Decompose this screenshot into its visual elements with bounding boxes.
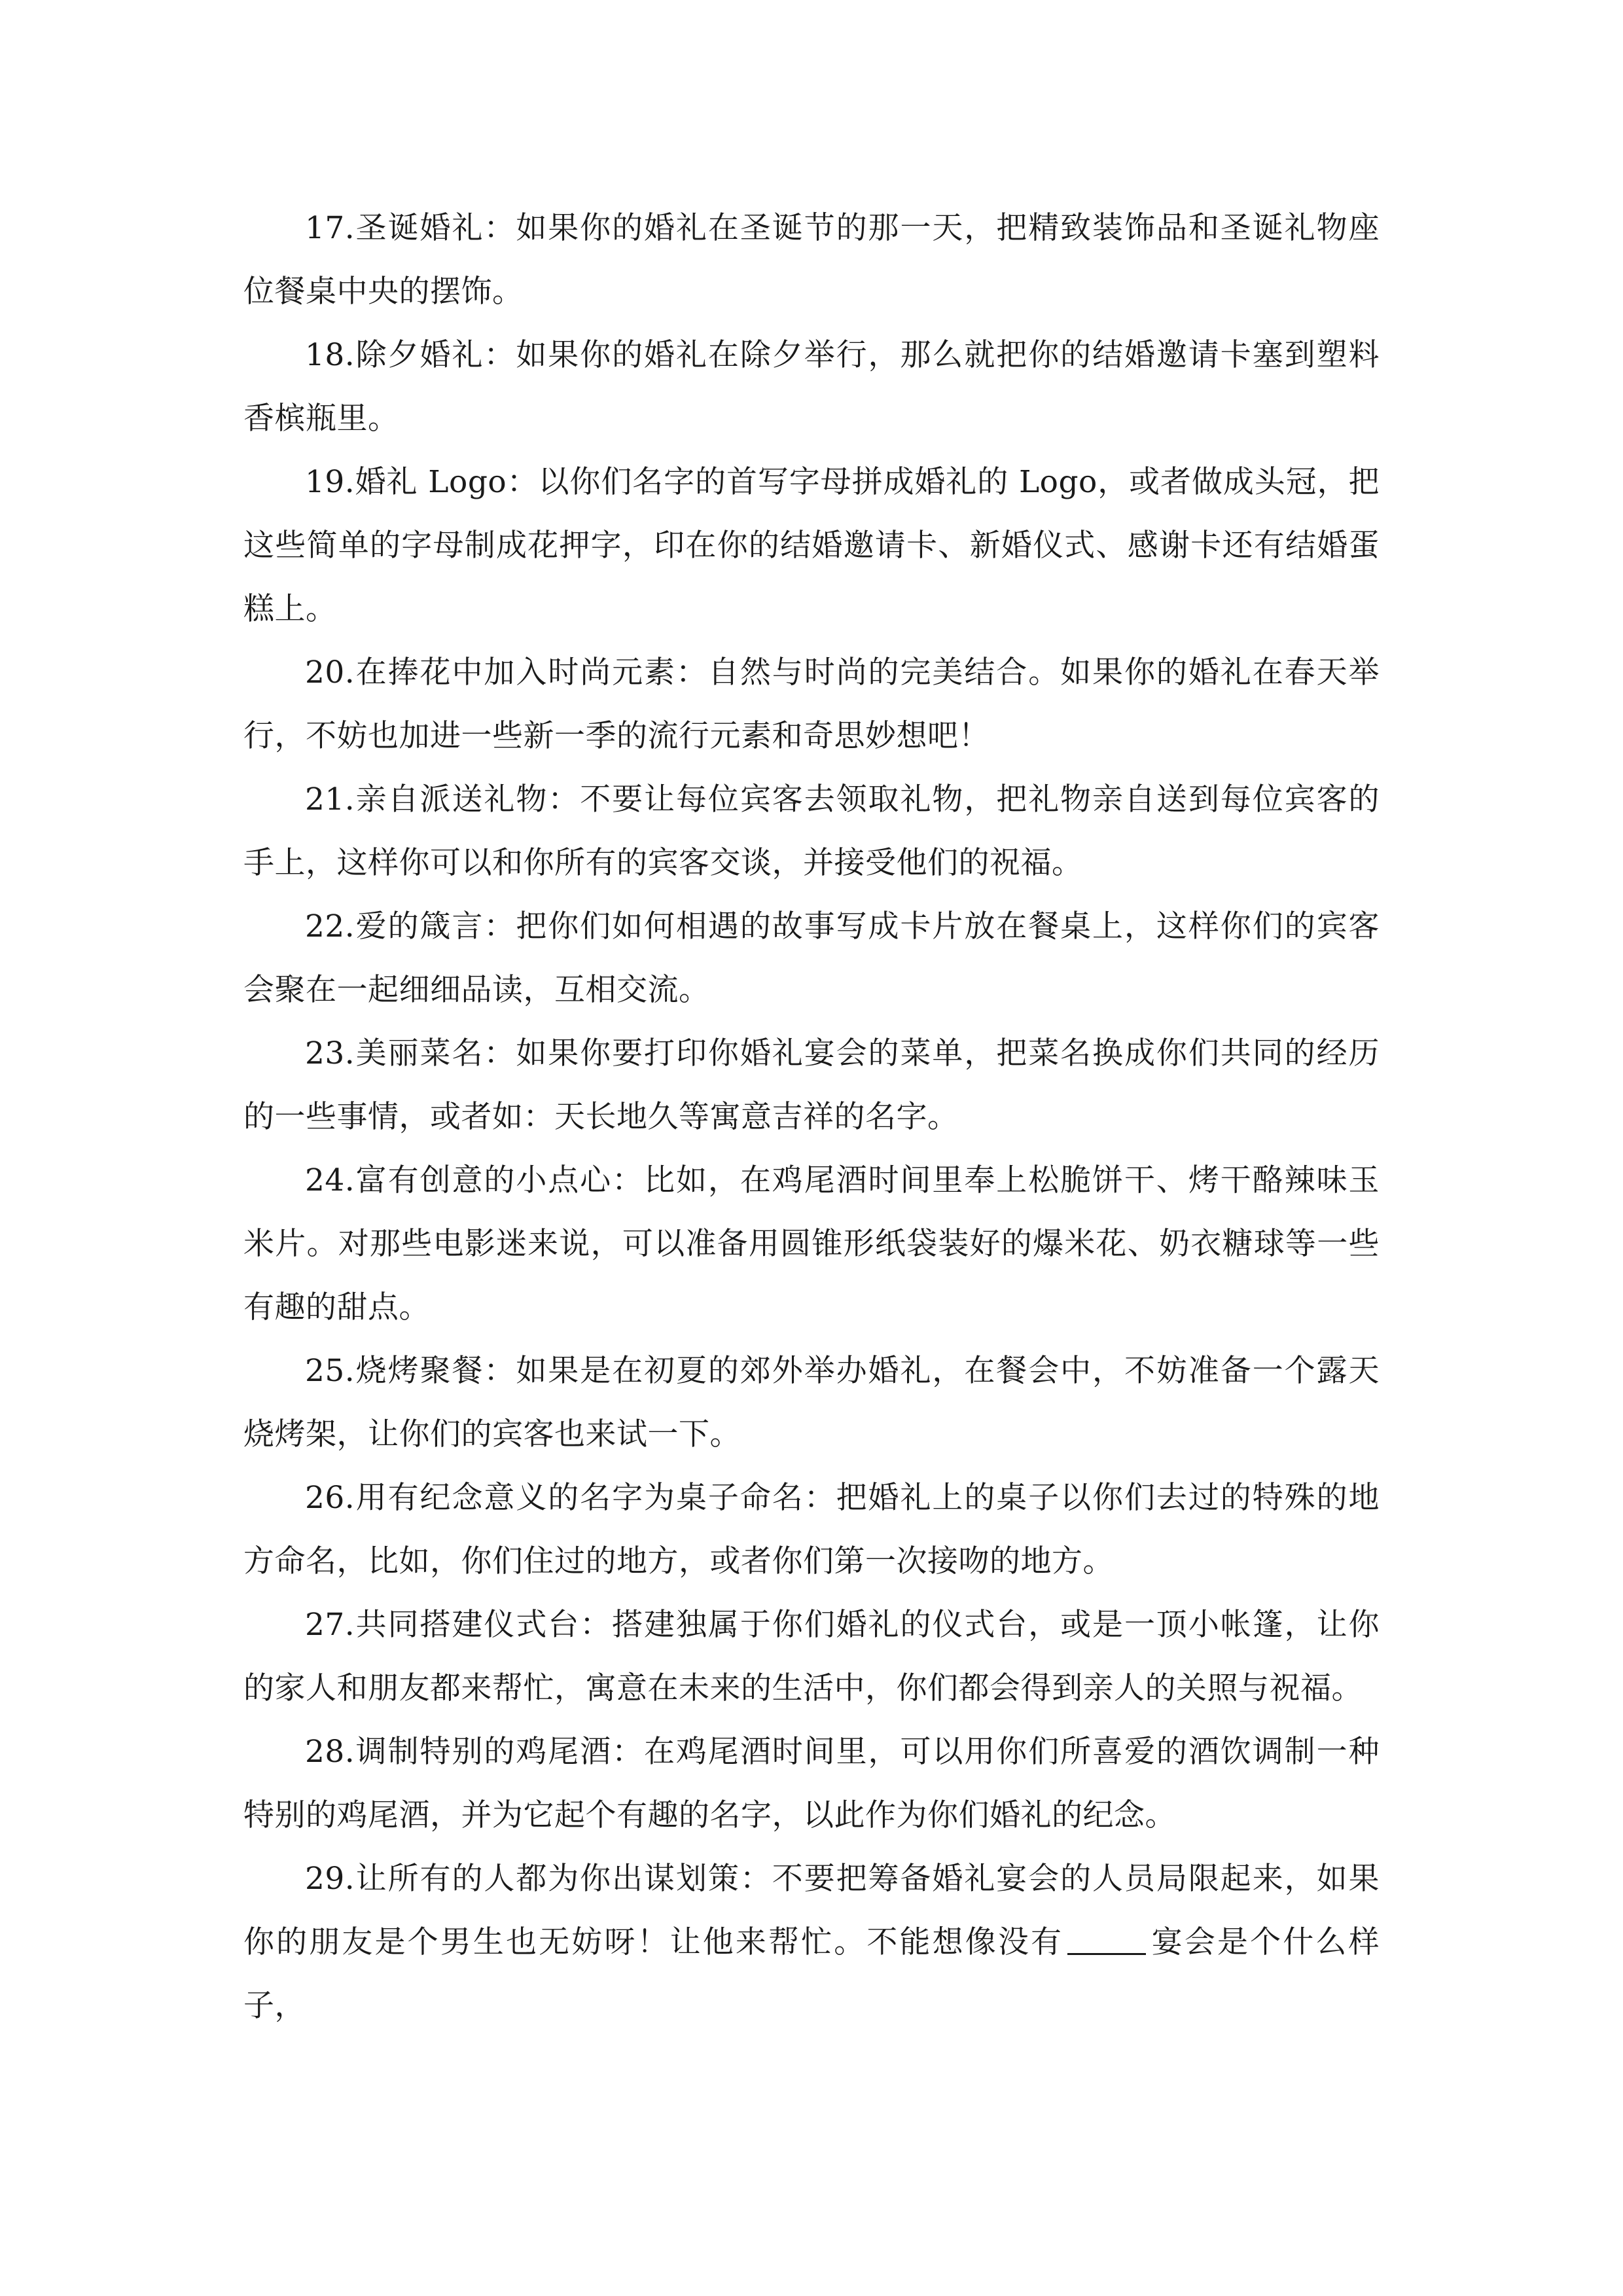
paragraph-23: 23.美丽菜名：如果你要打印你婚礼宴会的菜单，把菜名换成你们共同的经历的一些事情，或者如：天长地久等寓意吉祥的名字。 bbox=[243, 1035, 1380, 1135]
paragraph-28: 28.调制特别的鸡尾酒：在鸡尾酒时间里，可以用你们所喜爱的酒饮调制一种特别的鸡尾酒，并为它起个有趣的名字，以此作为你们婚礼的纪念。 bbox=[243, 1734, 1380, 1833]
paragraph-20: 20.在捧花中加入时尚元素：自然与时尚的完美结合。如果你的婚礼在春天举行，不妨也加进一些新一季的流行元素和奇思妙想吧！ bbox=[243, 655, 1380, 754]
paragraph-21: 21.亲自派送礼物：不要让每位宾客去领取礼物，把礼物亲自送到每位宾客的手上，这样你可以和你所有的宾客交谈，并接受他们的祝福。 bbox=[243, 781, 1380, 881]
paragraph-24: 24.富有创意的小点心：比如，在鸡尾酒时间里奉上松脆饼干、烤干酪辣味玉米片。对那些电影迷来说，可以准备用圆锥形纸袋装好的爆米花、奶衣糖球等一些有趣的甜点。 bbox=[243, 1162, 1380, 1325]
paragraph-17: 17.圣诞婚礼：如果你的婚礼在圣诞节的那一天，把精致装饰品和圣诞礼物座位餐桌中央的摆饰。 bbox=[243, 210, 1380, 310]
paragraph-22: 22.爱的箴言：把你们如何相遇的故事写成卡片放在餐桌上，这样你们的宾客会聚在一起细细品读，互相交流。 bbox=[243, 908, 1380, 1008]
paragraph-19: 19.婚礼 Logo：以你们名字的首写字母拼成婚礼的 Logo，或者做成头冠，把这些简单的字母制成花押字，印在你的结婚邀请卡、新婚仪式、感谢卡还有结婚蛋糕上。 bbox=[243, 464, 1380, 627]
fill-in-blank-line bbox=[1067, 1927, 1146, 1955]
document-body bbox=[243, 196, 1380, 2037]
paragraph-26: 26.用有纪念意义的名字为桌子命名：把婚礼上的桌子以你们去过的特殊的地方命名，比如，你们住过的地方，或者你们第一次接吻的地方。 bbox=[243, 1480, 1380, 1579]
paragraph-29-text-start: 29.让所有的人都为你出谋划策：不要把筹备婚礼宴会的人员局限起来，如果你的朋友是个男生也无妨呀！让他来帮忙。不能想像没有 bbox=[243, 1861, 1380, 1960]
paragraph-29-text-end: 宴会是个什么样子， bbox=[243, 1924, 1380, 2024]
paragraph-18: 18.除夕婚礼：如果你的婚礼在除夕举行，那么就把你的结婚邀请卡塞到塑料香槟瓶里。 bbox=[243, 337, 1380, 437]
paragraph-25: 25.烧烤聚餐：如果是在初夏的郊外举办婚礼，在餐会中，不妨准备一个露天烧烤架，让你们的宾客也来试一下。 bbox=[243, 1353, 1380, 1452]
paragraph-27: 27.共同搭建仪式台：搭建独属于你们婚礼的仪式台，或是一顶小帐篷，让你的家人和朋友都来帮忙，寓意在未来的生活中，你们都会得到亲人的关照与祝福。 bbox=[243, 1607, 1380, 1706]
paragraph-29 bbox=[243, 1847, 1380, 2037]
